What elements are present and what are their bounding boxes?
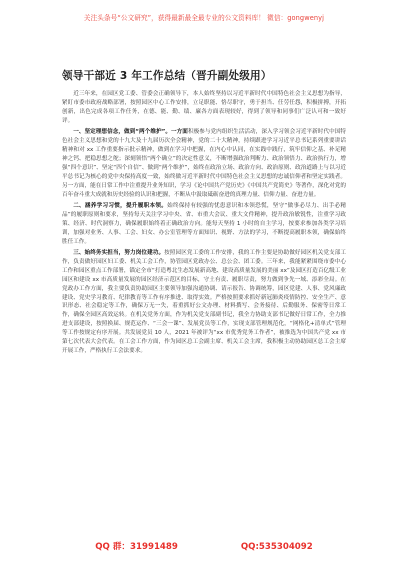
paragraph-text: 积极参与党内组织生活活动，深入学习领会习近平新时代中国特色社会主义思想和党的十九大及十九届历次全会精神，党的二十大精神，持续跟进学习习近平总书记系列重要讲话精神和对 xx 工作重要指示批示精神，做到在学习中把握，在内心中认同，在实践中践行，筑牢信仰之基、补足精神之钙、把稳思想之舵；深刻领悟“两个确立”的决定性意义，不断增强政治判断力、政治领悟力、政治执行力，增强“四个意识”、坚定“四个自信”、做到“两个维护”，始终在政治立场、政治方向、政治原则、政治道路上与以习近平总书记为核心的党中央保持高度一致，始终做习近平新时代中国特色社会主义思想的忠诚信仰者和坚定实践者。另一方面，能在日常工作中注重提升业务知识，学习《论中国共产党历史》《中国共产党简史》等著作，深化对党的百年奋斗重大成就和历史经验的认识和把握，不断从中汲取砥砺奋进的真理力量、信仰力量、奋进力量。 [62,129,346,198]
paragraph-section-1 [62,128,346,200]
document-title: 领导干部近 3 年工作总结（晋升副处级用） [62,70,272,82]
paragraph-text: 近三年来，在园区党工委、管委会正确领导下，本人始终坚持以习近平新时代中国特色社会主义思想为指导，紧盯市委市政府战略部署，按照园区中心工作安排，立足职能、恪尽职守，勇于担当、任劳任怨，积极拼搏，开拓创新，出色完成各项工作任务，在德、能、勤、绩、廉各方面表现较好，得到了领导和同事们广泛认可和一致好评。 [62,91,346,124]
paragraph-section-2 [62,202,346,247]
paragraph-intro [62,90,346,126]
top-banner: 关注头条号“公文研究”，获得最新最全最专业的公文资料库！ 微信：gongwenyj [83,14,325,22]
qq-number: QQ:535304092 [240,542,313,552]
document-body [62,90,346,358]
paragraph-text: 始终保持有较强的忧患意识和本领恐慌，坚守“做事必尽力、出手必精品”的履职原则和要求，坚持每天关注学习中央、省、市重大会议、重大文件精神，提升政治敏锐性，注重学习政策、经济、时代洞察力，确保履职始终着正确政治方向。能每天坚持 1 小时的自主学习，按要求参加各类学习培训，加强对业务、人事、工会、妇女、办公室管理等方面知识、视野、方法的学习，不断提高履职本领，确保始终胜任工作。 [62,202,346,245]
section-heading: 三、始终务实担当，努力岗位建功。 [73,249,165,256]
section-heading: 二、涵养学习习惯，提升履职本领。 [73,202,168,209]
paragraph-text: 按照园区党工委的工作安排，我的工作主要是协助做好园区机关党支部工作，负责做好园区妇工委、机关工会工作，协管园区党政办公、总公会、团工委。三年来，我能紧紧围绕市委中心工作和园区重点工作部署，锚定全市“打造粤北生态发展新高地、建设高质量发展的美丽 xx”及园区打造百亿级工业园区和建设 xx 市高质量发展的园区经济示范区的目标，守土有责、履职尽责，努力做到争先一域、添彩全局。在党政办工作方面，我主要负责协助园区主要领导加强沟通协调、请示报告、协调统筹，园区党建、人事、党风廉政建设、党史学习教育、纪律教育等工作有序推进、取得实效。严格按照要求抓好新冠肺炎疫情防控、安全生产、意识形态、社会稳定等工作，确保万无一失，着重抓好公文办理、材料撰写、会务接待、后勤服务、保密等日常工作，确保全园区高效运转。在机关党务方面，作为机关党支部副书记，我全力协助支部书记做好日常工作，全力推进支部建设，按照换届、规范运作、“三会一课”、发展党员等工作，实现支部管理规范化，“网格化+清单式”管理等工作按规定有序开展。共发展党员 10 人，2021 年被评为“xx 市优秀党务工作者”，被推选为中国共产党 xx 市第七次代表大会代表。在工会工作方面，作为园区总工会副主席、机关工会主席，我积极主动协助园区总工会主席开展工作，严格执行工会法要求。 [62,249,346,355]
footer-contact [0,540,408,552]
qq-group-number: QQ 群：31991489 [95,542,178,552]
paragraph-section-3 [62,249,346,356]
section-heading: 一、坚定理想信念，做到“两个维护”。一方面 [73,129,188,135]
